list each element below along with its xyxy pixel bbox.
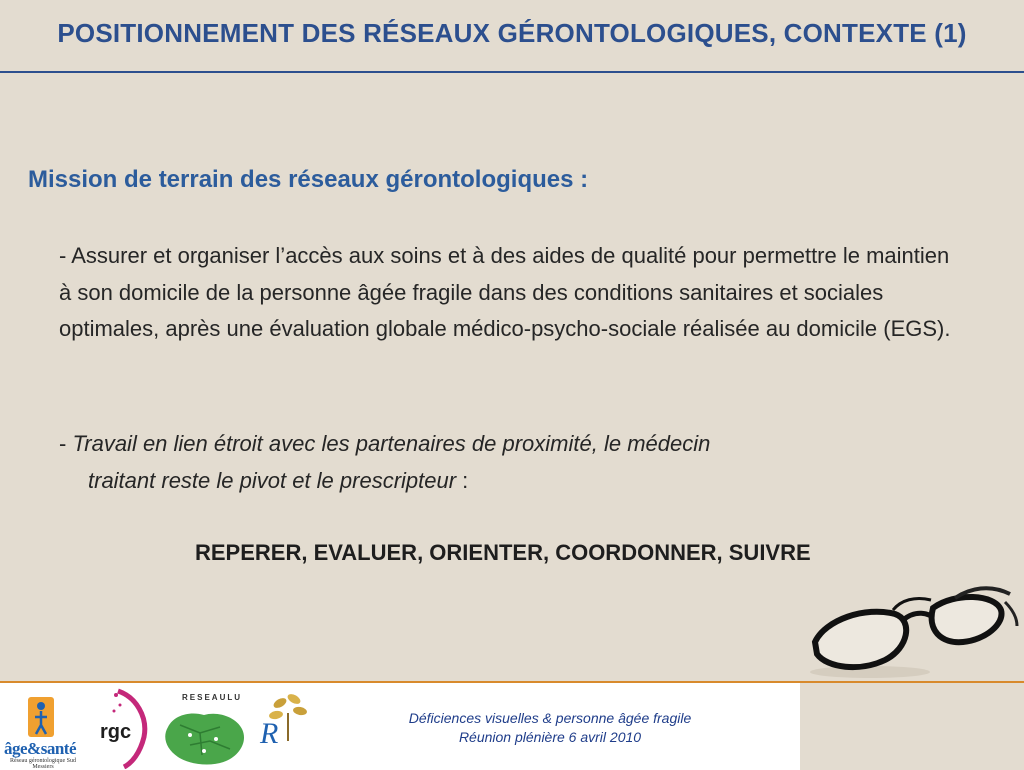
logo-reseau-r	[254, 689, 316, 765]
logo-age-sante-text: âge&santé	[4, 739, 76, 758]
paragraph-partners-prefix: -	[59, 431, 73, 456]
glasses-illustration	[805, 580, 1020, 680]
slide-footer	[0, 681, 1024, 770]
footer-caption	[330, 709, 770, 747]
footer-line-2: Réunion plénière 6 avril 2010	[458, 729, 642, 745]
mission-verbs: REPERER, EVALUER, ORIENTER, COORDONNER, SUIVRE	[195, 540, 811, 565]
section-subtitle: Mission de terrain des réseaux gérontologiques :	[28, 166, 589, 193]
logo-age-sante	[2, 697, 82, 770]
person-figure-icon	[28, 697, 54, 737]
logo-age-sante-subtitle: Réseau gérontologique Sud Messiers	[10, 758, 76, 770]
paragraph-care-access: - Assurer et organiser l’accès aux soins et à des aides de qualité pour permettre le maintien à son domicile de la personne âgée fragile dans des conditions sanitaires et sociales optimales, après une évaluation globale médico-psycho-sociale réalisée au domicile (EGS).	[59, 243, 951, 341]
paragraph-partners-suffix: :	[456, 467, 469, 493]
header-divider	[0, 71, 1024, 73]
paragraph-partners	[59, 426, 959, 499]
leaf-tree-icon	[254, 689, 316, 745]
slide-title: POSITIONNEMENT DES RÉSEAUX GÉRONTOLOGIQUES, CONTEXTE (1)	[57, 18, 967, 48]
slide-header	[0, 0, 1024, 72]
paragraph-partners-line2	[59, 463, 959, 500]
paragraph-partners-italic-line1: Travail en lien étroit avec les partenaires de proximité, le médecin	[72, 431, 711, 456]
footer-line-1: Déficiences visuelles & personne âgée fragile	[408, 710, 692, 726]
paragraph-partners-italic-line2: traitant reste le pivot et le prescripteur	[88, 467, 457, 493]
map-region-icon	[160, 705, 250, 769]
logo-rgc	[96, 687, 156, 769]
logo-rgc-text: rgc	[100, 721, 132, 743]
footer-right-panel	[800, 683, 1024, 770]
logo-r-letter: R	[260, 717, 279, 745]
logo-reseaulu-title: RESEAULU	[182, 693, 243, 702]
logo-reseaulu	[160, 693, 250, 767]
